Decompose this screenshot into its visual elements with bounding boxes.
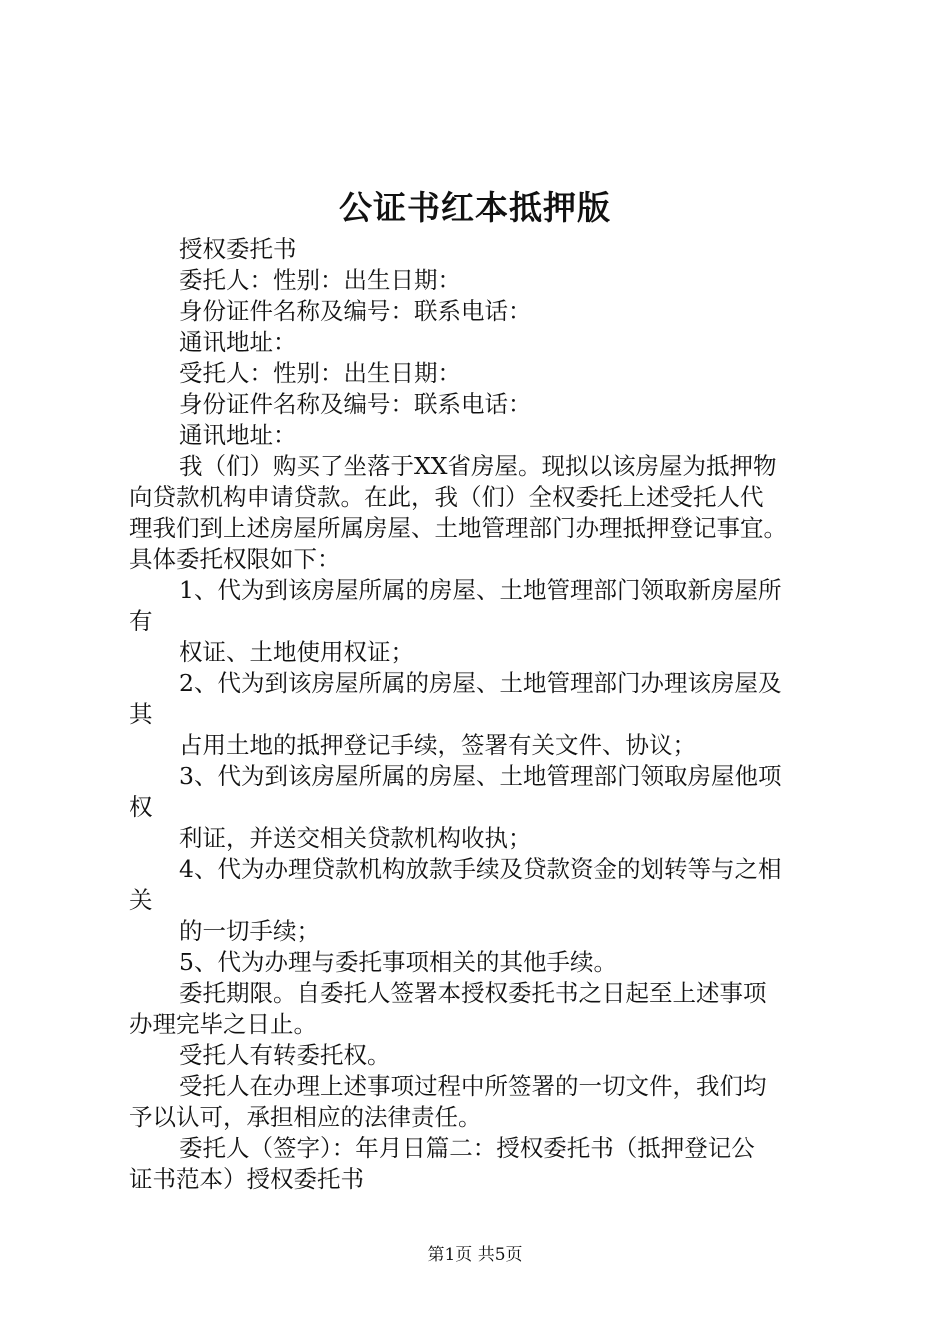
body-line: 的一切手续； — [179, 917, 320, 945]
body-line: 2、代为到该房屋所属的房屋、土地管理部门办理该房屋及 — [179, 669, 782, 697]
body-line: 通讯地址： — [179, 328, 297, 356]
body-line: 予以认可，承担相应的法律责任。 — [129, 1103, 482, 1131]
document-title: 公证书红本抵押版 — [339, 188, 611, 227]
body-line: 委托期限。自委托人签署本授权委托书之日起至上述事项 — [179, 979, 767, 1007]
body-line: 权证、土地使用权证； — [179, 638, 414, 666]
body-line: 关 — [129, 886, 153, 914]
body-line: 办理完毕之日止。 — [129, 1010, 317, 1038]
body-line: 利证，并送交相关贷款机构收执； — [179, 824, 532, 852]
body-line: 3、代为到该房屋所属的房屋、土地管理部门领取房屋他项 — [179, 762, 782, 790]
body-line: 委托人（签字）：年月日篇二：授权委托书（抵押登记公 — [179, 1134, 755, 1162]
body-line: 证书范本）授权委托书 — [129, 1165, 364, 1193]
body-line: 我（们）购买了坐落于XX省房屋。现拟以该房屋为抵押物 — [179, 452, 777, 480]
body-line: 通讯地址： — [179, 421, 297, 449]
body-line: 4、代为办理贷款机构放款手续及贷款资金的划转等与之相 — [179, 855, 782, 883]
body-line: 受托人有转委托权。 — [179, 1041, 391, 1069]
body-line: 权 — [129, 793, 153, 821]
body-line: 受托人：性别：出生日期： — [179, 359, 461, 387]
document-body — [129, 234, 841, 1195]
body-line: 有 — [129, 607, 153, 635]
body-line: 身份证件名称及编号：联系电话： — [179, 390, 532, 418]
body-line: 委托人：性别：出生日期： — [179, 266, 461, 294]
body-line: 授权委托书 — [179, 235, 297, 263]
body-line: 占用土地的抵押登记手续，签署有关文件、协议； — [179, 731, 696, 759]
body-line: 5、代为办理与委托事项相关的其他手续。 — [179, 948, 617, 976]
body-line: 向贷款机构申请贷款。在此，我（们）全权委托上述受托人代 — [129, 483, 764, 511]
body-line: 具体委托权限如下： — [129, 545, 341, 573]
body-line: 身份证件名称及编号：联系电话： — [179, 297, 532, 325]
body-line: 1、代为到该房屋所属的房屋、土地管理部门领取新房屋所 — [179, 576, 782, 604]
page-number-footer: 第1页 共5页 — [427, 1245, 523, 1265]
body-line: 其 — [129, 700, 153, 728]
body-line: 理我们到上述房屋所属房屋、土地管理部门办理抵押登记事宜。 — [129, 514, 787, 542]
body-line: 受托人在办理上述事项过程中所签署的一切文件，我们均 — [179, 1072, 767, 1100]
